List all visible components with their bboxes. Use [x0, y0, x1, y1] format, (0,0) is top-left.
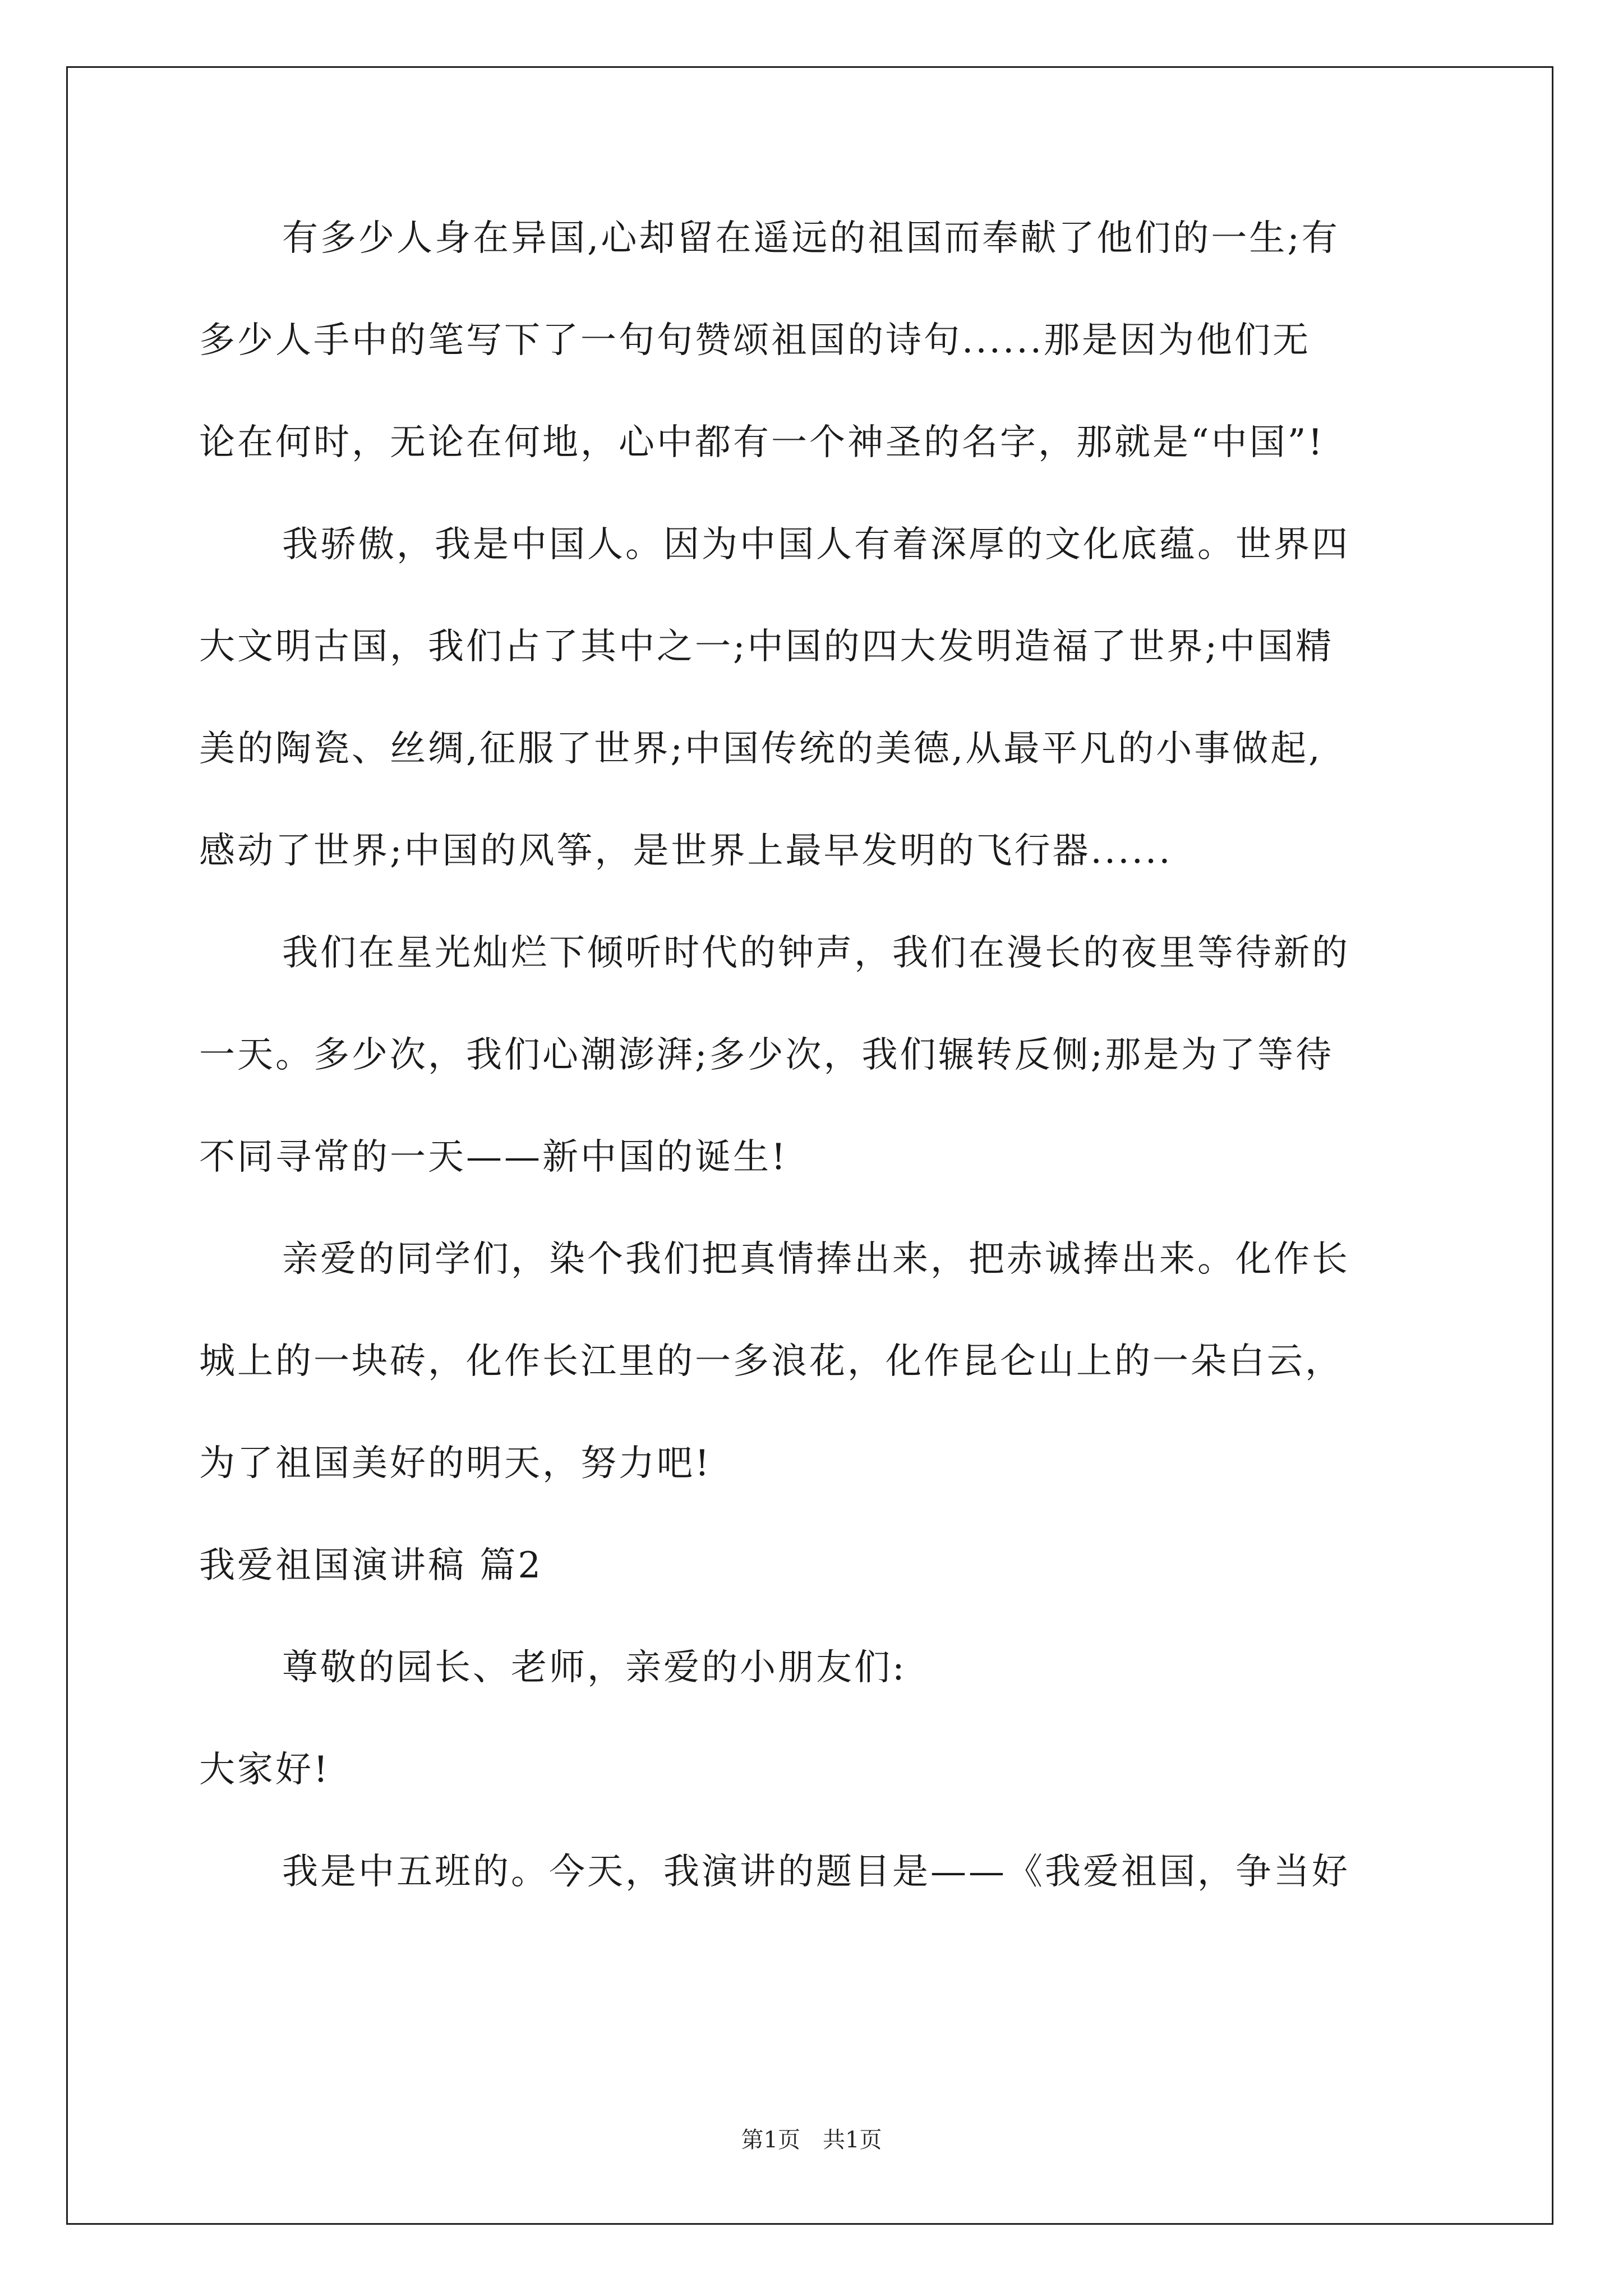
page-footer: 第1页 共1页	[741, 2127, 882, 2153]
salutation-line: 尊敬的园长、老师，亲爱的小朋友们:	[282, 1647, 907, 1688]
paragraph-line: 我是中五班的。今天，我演讲的题目是——《我爱祖国，争当好	[282, 1851, 1350, 1893]
section-heading: 我爱祖国演讲稿 篇2	[199, 1545, 543, 1586]
paragraph-line: 一天。多少次，我们心潮澎湃;多少次，我们辗转反侧;那是为了等待	[199, 1034, 1334, 1076]
paragraph-line: 有多少人身在异国,心却留在遥远的祖国而奉献了他们的一生;有	[282, 218, 1340, 259]
paragraph-line: 不同寻常的一天——新中国的诞生!	[199, 1137, 788, 1178]
paragraph-line: 我骄傲，我是中国人。因为中国人有着深厚的文化底蕴。世界四	[282, 524, 1350, 565]
paragraph-line: 我们在星光灿烂下倾听时代的钟声，我们在漫长的夜里等待新的	[282, 932, 1350, 974]
paragraph-line: 感动了世界;中国的风筝，是世界上最早发明的飞行器......	[199, 830, 1173, 872]
paragraph-line: 城上的一块砖，化作长江里的一多浪花，化作昆仑山上的一朵白云，	[199, 1341, 1343, 1382]
paragraph-line: 亲爱的同学们，染个我们把真情捧出来，把赤诚捧出来。化作长	[282, 1239, 1350, 1280]
paragraph-line: 美的陶瓷、丝绸,征服了世界;中国传统的美德,从最平凡的小事做起,	[199, 728, 1322, 770]
paragraph-line: 大文明古国，我们占了其中之一;中国的四大发明造福了世界;中国精	[199, 626, 1334, 668]
paragraph-line: 论在何时，无论在何地，心中都有一个神圣的名字，那就是“中国”!	[199, 422, 1325, 463]
greeting-line: 大家好!	[199, 1749, 330, 1791]
paragraph-line: 多少人手中的笔写下了一句句赞颂祖国的诗句......那是因为他们无	[199, 320, 1311, 361]
paragraph-line: 为了祖国美好的明天，努力吧!	[199, 1443, 712, 1484]
document-body	[199, 213, 1422, 1949]
